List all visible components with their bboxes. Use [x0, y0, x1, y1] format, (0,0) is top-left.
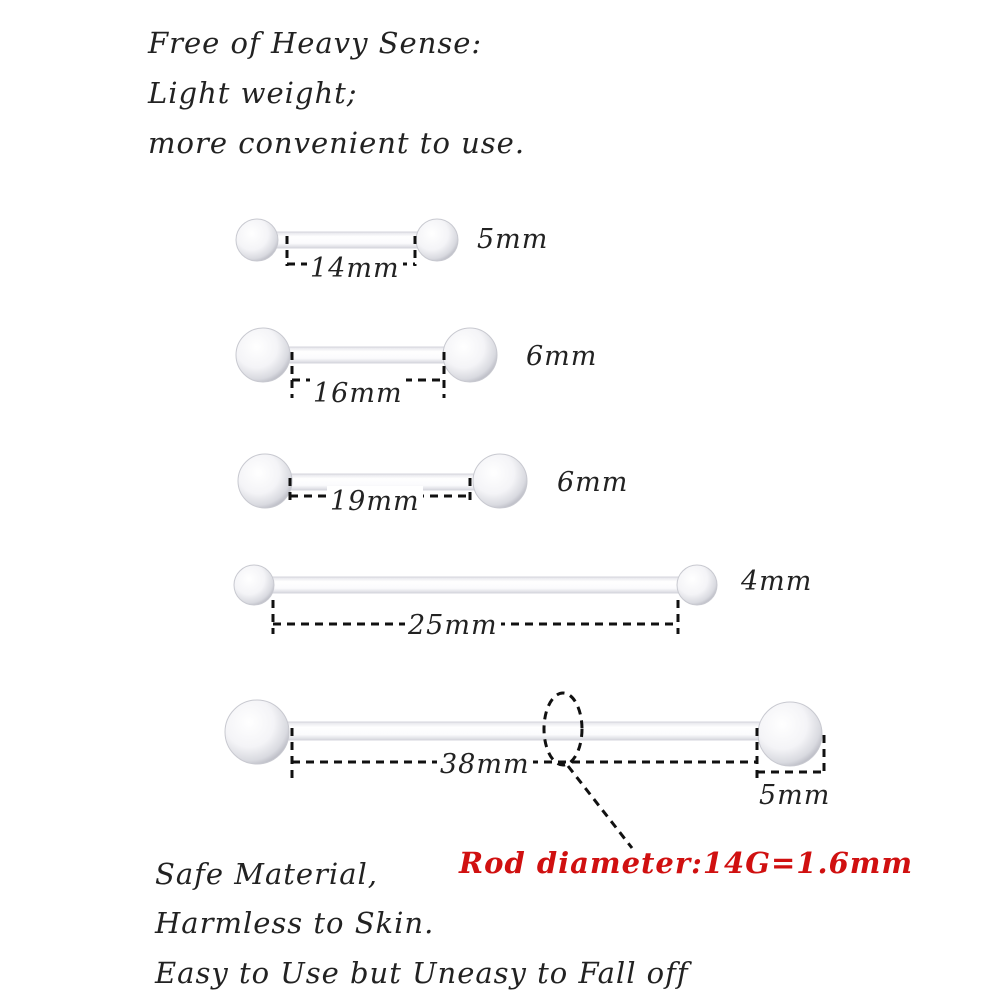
- intro-line-2: Light weight;: [148, 76, 358, 110]
- barbell-ball-left: [234, 565, 274, 605]
- ball-label-1: 5mm: [477, 224, 549, 255]
- barbell-ball-right: [416, 219, 458, 261]
- barbell-rod: [250, 577, 700, 593]
- length-label-3: 19mm: [327, 486, 423, 517]
- length-label-2: 16mm: [310, 378, 406, 409]
- ball-label-4: 4mm: [741, 566, 813, 597]
- barbell-ball-left: [236, 328, 290, 382]
- barbell-ball-left: [238, 454, 292, 508]
- length-label-1: 14mm: [307, 253, 403, 284]
- ball-label-3: 6mm: [557, 467, 629, 498]
- outro-line-2: Harmless to Skin.: [155, 906, 435, 940]
- intro-line-1: Free of Heavy Sense:: [148, 26, 483, 60]
- length-label-4: 25mm: [405, 610, 501, 641]
- barbell-ball-right: [443, 328, 497, 382]
- barbell-ball-right: [677, 565, 717, 605]
- outro-line-1: Safe Material,: [155, 857, 378, 891]
- barbell-ball-right: [758, 702, 822, 766]
- barbell-ball-left: [236, 219, 278, 261]
- rod-diameter-note: Rod diameter:14G=1.6mm: [459, 846, 914, 880]
- barbell-ball-right: [473, 454, 527, 508]
- ball-label-5: 5mm: [759, 780, 831, 811]
- rod-callout: [544, 693, 632, 848]
- barbell-rod: [255, 232, 430, 248]
- length-label-5: 38mm: [437, 749, 533, 780]
- barbell-rod: [255, 722, 795, 740]
- outro-line-3: Easy to Use but Uneasy to Fall off: [155, 956, 689, 990]
- barbell-ball-left: [225, 700, 289, 764]
- intro-line-3: more convenient to use.: [148, 126, 526, 160]
- ball-label-2: 6mm: [526, 341, 598, 372]
